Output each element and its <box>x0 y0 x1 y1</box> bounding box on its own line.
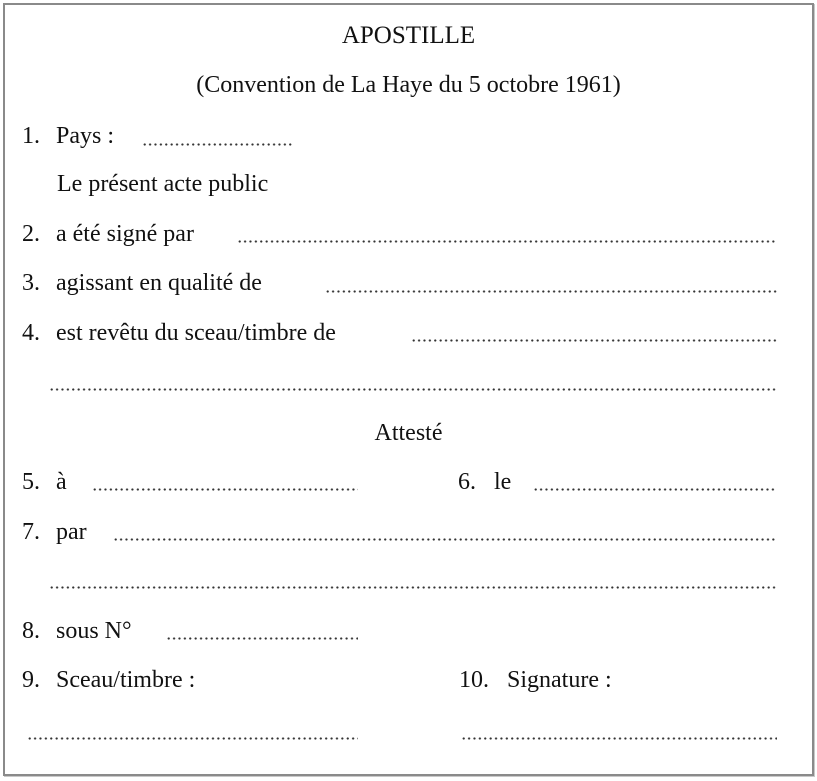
field-9-text: Sceau/timbre : <box>56 667 196 693</box>
field-5-place-input[interactable] <box>92 488 358 491</box>
field-4-seal-of-input[interactable] <box>411 339 777 342</box>
field-2-number: 2. <box>22 221 40 247</box>
field-4-number: 4. <box>22 320 40 346</box>
field-3-text: agissant en qualité de <box>56 270 262 296</box>
field-7-text: par <box>56 519 87 545</box>
form-subtitle: (Convention de La Haye du 5 octobre 1961) <box>196 72 621 98</box>
intro-text: Le présent acte public <box>57 171 269 197</box>
field-9-seal-input[interactable] <box>27 737 358 740</box>
field-2-label <box>22 219 194 249</box>
field-6-number: 6. <box>458 469 476 495</box>
field-8-number: 8. <box>22 618 40 644</box>
field-4-seal-of-continuation-input[interactable] <box>49 388 777 391</box>
field-7-by-input[interactable] <box>113 538 777 541</box>
field-10-label <box>459 665 612 695</box>
field-8-label <box>22 616 132 646</box>
field-7-label <box>22 517 87 547</box>
field-8-text: sous N° <box>56 618 132 644</box>
field-3-capacity-input[interactable] <box>325 290 777 293</box>
field-7-by-continuation-input[interactable] <box>49 586 777 589</box>
field-3-label <box>22 268 262 298</box>
field-5-number: 5. <box>22 469 40 495</box>
field-1-number: 1. <box>22 123 40 149</box>
field-4-label <box>22 318 336 348</box>
field-6-text: le <box>494 469 512 495</box>
field-1-label <box>22 121 114 151</box>
field-6-date-input[interactable] <box>533 488 777 491</box>
field-2-text: a été signé par <box>56 221 194 247</box>
field-9-label <box>22 665 195 695</box>
form-title: APOSTILLE <box>341 22 476 49</box>
field-7-number: 7. <box>22 519 40 545</box>
field-5-text: à <box>56 469 67 495</box>
field-10-text: Signature : <box>507 667 612 693</box>
field-3-number: 3. <box>22 270 40 296</box>
field-4-text: est revêtu du sceau/timbre de <box>56 320 336 346</box>
field-6-label <box>458 467 511 497</box>
field-1-text: Pays : <box>56 123 115 149</box>
field-8-number-input[interactable] <box>166 637 358 640</box>
field-10-signature-input[interactable] <box>461 737 777 740</box>
field-5-label <box>22 467 67 497</box>
field-9-number: 9. <box>22 667 40 693</box>
field-1-pays-input[interactable] <box>142 143 292 146</box>
attested-heading: Attesté <box>374 420 443 446</box>
field-10-number: 10. <box>459 667 489 693</box>
field-2-signed-by-input[interactable] <box>237 240 777 243</box>
